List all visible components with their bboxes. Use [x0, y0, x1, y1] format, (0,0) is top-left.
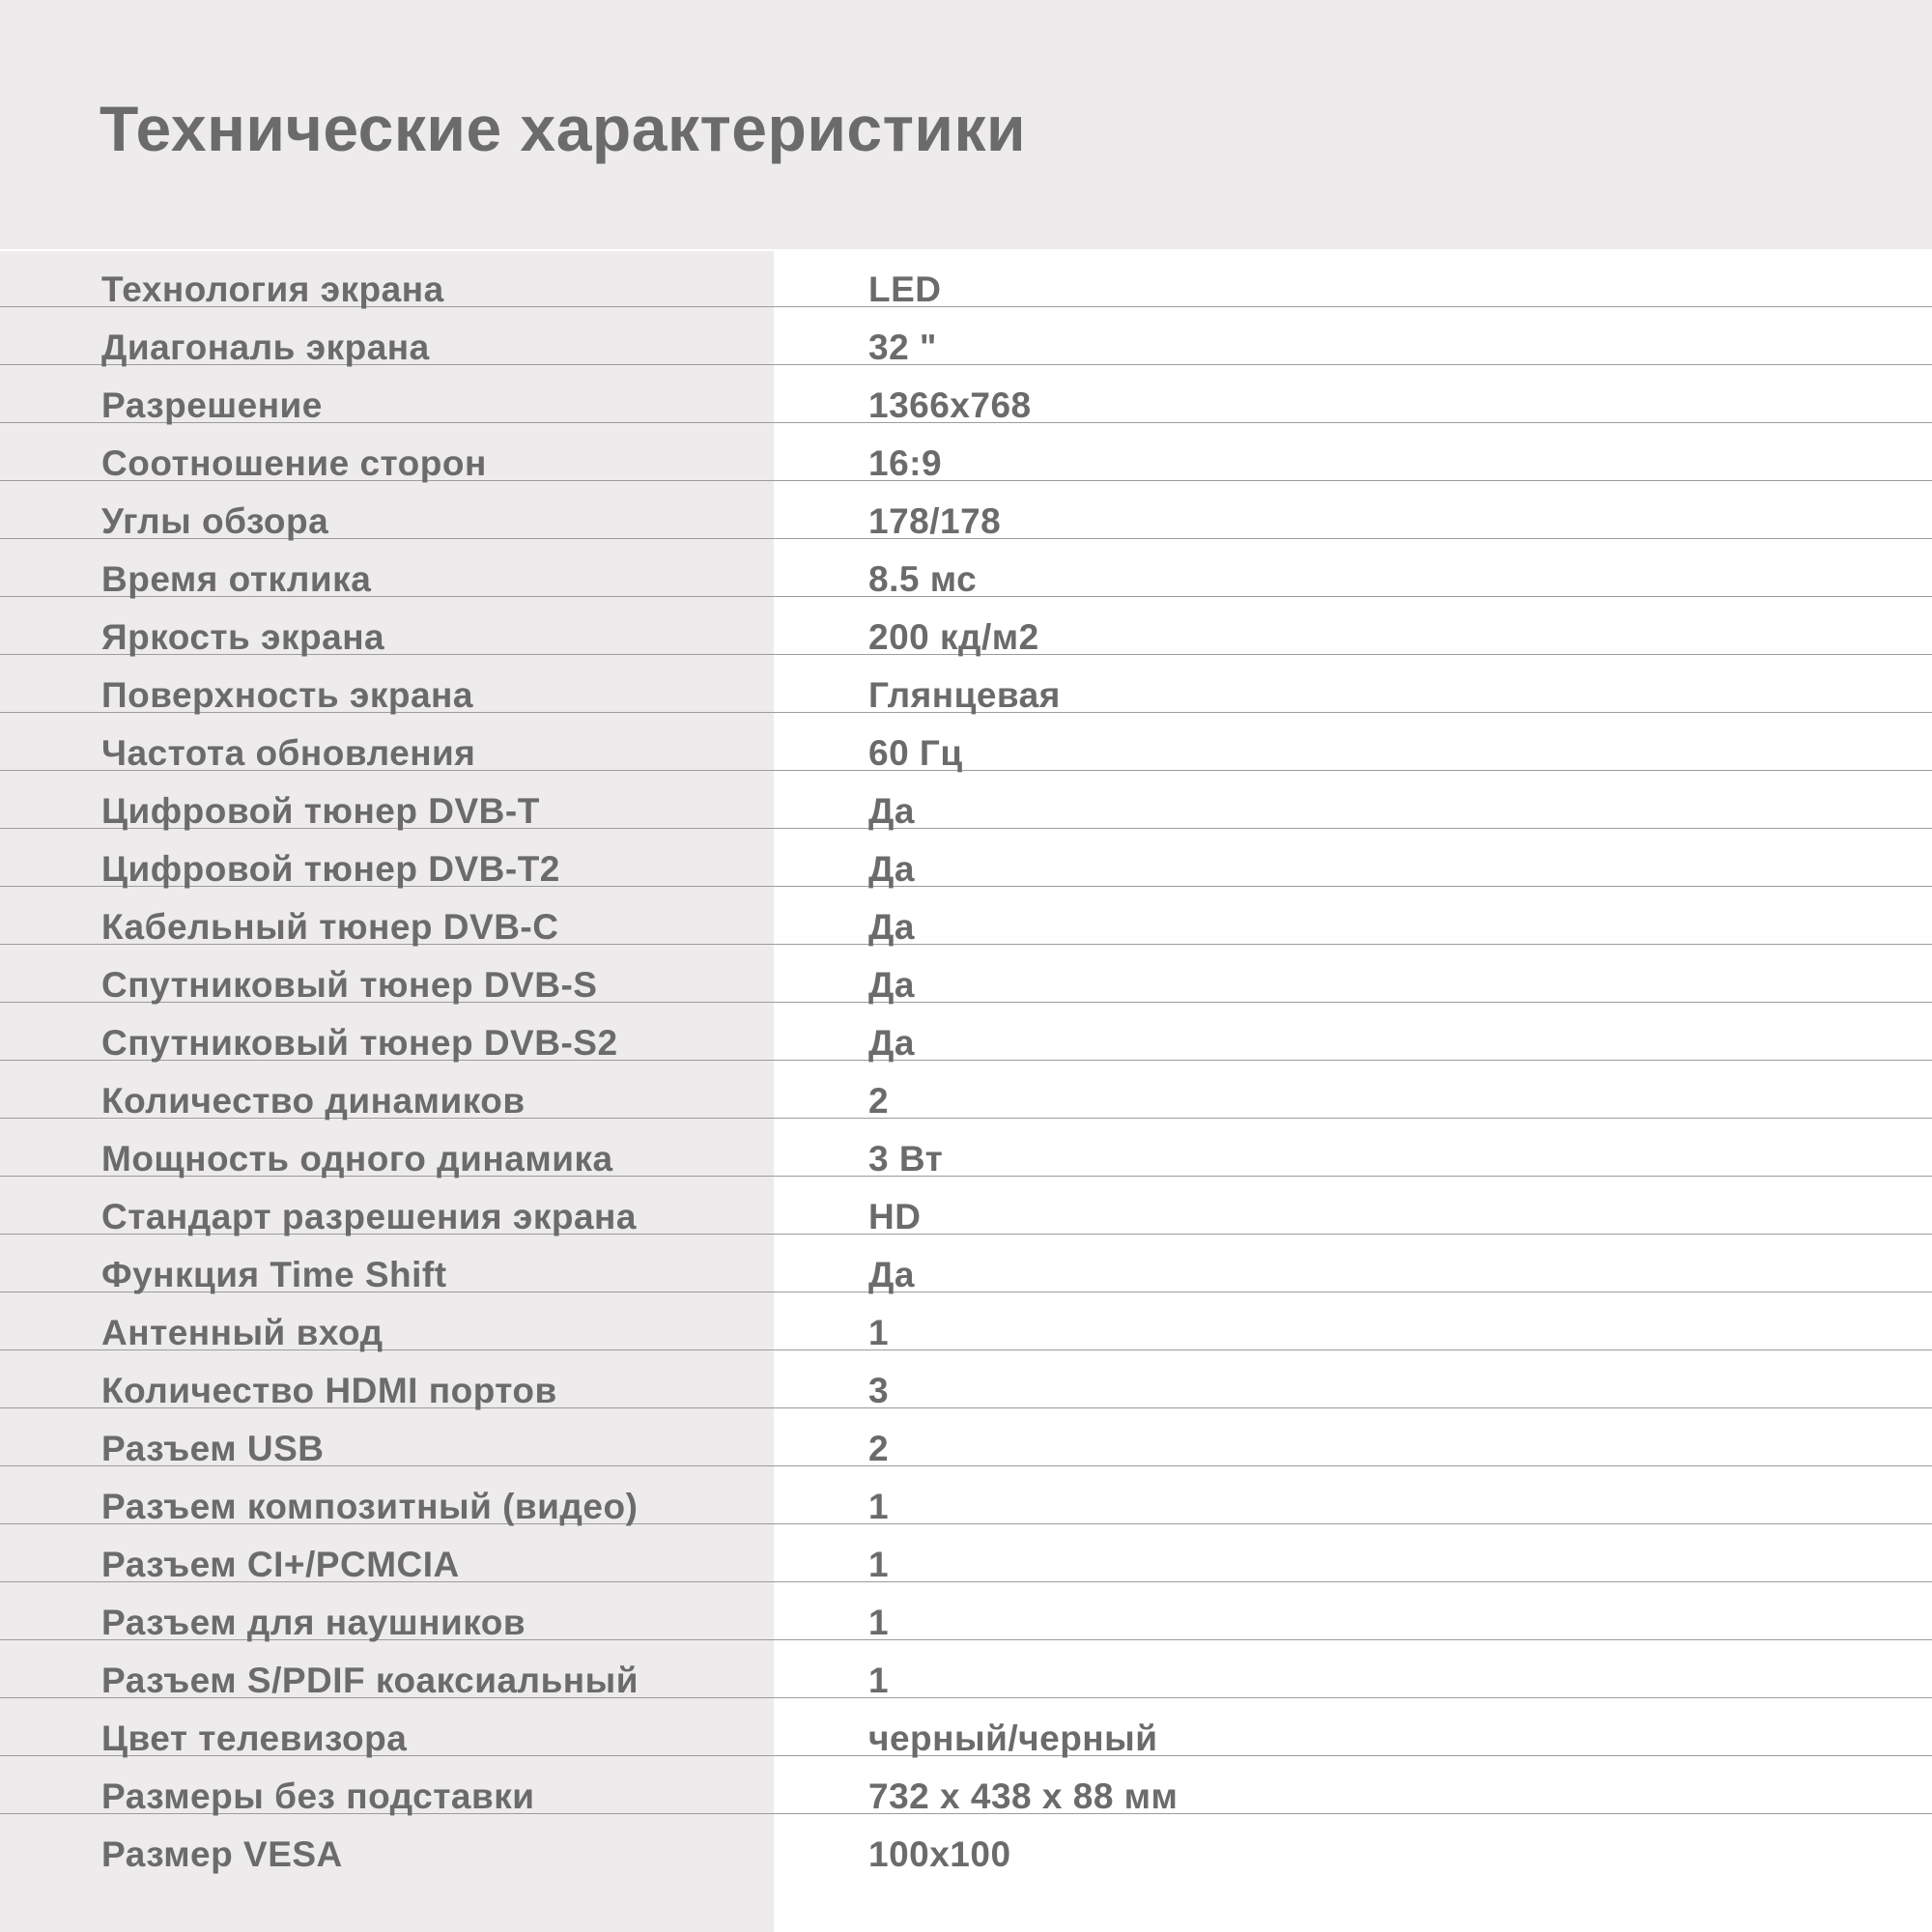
- spec-value: 732 x 438 x 88 мм: [868, 1776, 1179, 1816]
- spec-label: Цифровой тюнер DVB-T2: [101, 849, 560, 889]
- spec-row: [0, 1061, 1932, 1119]
- spec-table: [0, 249, 1932, 1932]
- spec-value: 2: [868, 1081, 890, 1121]
- spec-row: [0, 307, 1932, 365]
- spec-row: [0, 887, 1932, 945]
- spec-label: Стандарт разрешения экрана: [101, 1197, 637, 1236]
- spec-row: [0, 829, 1932, 887]
- spec-value: LED: [868, 270, 942, 309]
- spec-value: 16:9: [868, 443, 943, 483]
- spec-value: 1: [868, 1313, 890, 1352]
- spec-value: 60 Гц: [868, 733, 963, 773]
- spec-value: 8.5 мс: [868, 559, 978, 599]
- spec-value: Да: [868, 849, 915, 889]
- spec-label: Время отклика: [101, 559, 372, 599]
- spec-value: 32 ": [868, 327, 937, 367]
- spec-row: [0, 1698, 1932, 1756]
- spec-row: [0, 1235, 1932, 1293]
- header: [0, 0, 1932, 249]
- spec-row: [0, 423, 1932, 481]
- spec-label: Размер VESA: [101, 1834, 343, 1874]
- spec-label: Разъем композитный (видео): [101, 1487, 639, 1526]
- spec-label: Диагональ экрана: [101, 327, 430, 367]
- spec-value: 1: [868, 1487, 890, 1526]
- spec-label: Разрешение: [101, 385, 323, 425]
- spec-row: [0, 1119, 1932, 1177]
- spec-label: Разъем S/PDIF коаксиальный: [101, 1661, 639, 1700]
- spec-row: [0, 1524, 1932, 1582]
- spec-row: [0, 539, 1932, 597]
- spec-label: Количество динамиков: [101, 1081, 526, 1121]
- spec-label: Разъем CI+/PCMCIA: [101, 1545, 460, 1584]
- spec-row: [0, 771, 1932, 829]
- spec-row: [0, 1177, 1932, 1235]
- spec-label: Цифровой тюнер DVB-T: [101, 791, 540, 831]
- spec-value: 1: [868, 1603, 890, 1642]
- spec-row: [0, 655, 1932, 713]
- spec-row: [0, 1003, 1932, 1061]
- spec-value: 200 кд/м2: [868, 617, 1039, 657]
- spec-value: 3 Вт: [868, 1139, 944, 1179]
- spec-row: [0, 1814, 1932, 1872]
- spec-label: Кабельный тюнер DVB-C: [101, 907, 559, 947]
- spec-row: [0, 1408, 1932, 1466]
- spec-value: 1: [868, 1661, 890, 1700]
- spec-value: 1366x768: [868, 385, 1032, 425]
- spec-row: [0, 249, 1932, 307]
- spec-label: Спутниковый тюнер DVB-S2: [101, 1023, 618, 1063]
- spec-value: HD: [868, 1197, 922, 1236]
- spec-value: Да: [868, 965, 915, 1005]
- spec-row: [0, 1640, 1932, 1698]
- spec-label: Разъем для наушников: [101, 1603, 526, 1642]
- spec-row: [0, 1756, 1932, 1814]
- spec-value: Глянцевая: [868, 675, 1061, 715]
- spec-rows: [0, 249, 1932, 1872]
- spec-label: Количество HDMI портов: [101, 1371, 557, 1410]
- spec-row: [0, 1582, 1932, 1640]
- page-title: Технические характеристики: [99, 93, 1027, 164]
- spec-label: Разъем USB: [101, 1429, 325, 1468]
- spec-row: [0, 365, 1932, 423]
- spec-value: черный/черный: [868, 1719, 1158, 1758]
- spec-label: Размеры без подставки: [101, 1776, 535, 1816]
- spec-value: Да: [868, 1023, 915, 1063]
- spec-label: Технология экрана: [101, 270, 444, 309]
- spec-row: [0, 713, 1932, 771]
- spec-label: Яркость экрана: [101, 617, 385, 657]
- spec-value: 2: [868, 1429, 890, 1468]
- spec-row: [0, 1466, 1932, 1524]
- spec-value: Да: [868, 907, 915, 947]
- spec-row: [0, 597, 1932, 655]
- spec-label: Антенный вход: [101, 1313, 384, 1352]
- spec-value: Да: [868, 1255, 915, 1294]
- spec-label: Функция Time Shift: [101, 1255, 447, 1294]
- spec-label: Поверхность экрана: [101, 675, 473, 715]
- spec-value: 3: [868, 1371, 890, 1410]
- spec-label: Соотношение сторон: [101, 443, 487, 483]
- spec-label: Мощность одного динамика: [101, 1139, 613, 1179]
- spec-value: Да: [868, 791, 915, 831]
- spec-value: 178/178: [868, 501, 1002, 541]
- spec-label: Спутниковый тюнер DVB-S: [101, 965, 598, 1005]
- spec-label: Углы обзора: [101, 501, 329, 541]
- spec-value: 100x100: [868, 1834, 1011, 1874]
- spec-row: [0, 945, 1932, 1003]
- spec-value: 1: [868, 1545, 890, 1584]
- spec-row: [0, 1293, 1932, 1350]
- spec-row: [0, 1350, 1932, 1408]
- spec-label: Цвет телевизора: [101, 1719, 408, 1758]
- spec-label: Частота обновления: [101, 733, 476, 773]
- spec-row: [0, 481, 1932, 539]
